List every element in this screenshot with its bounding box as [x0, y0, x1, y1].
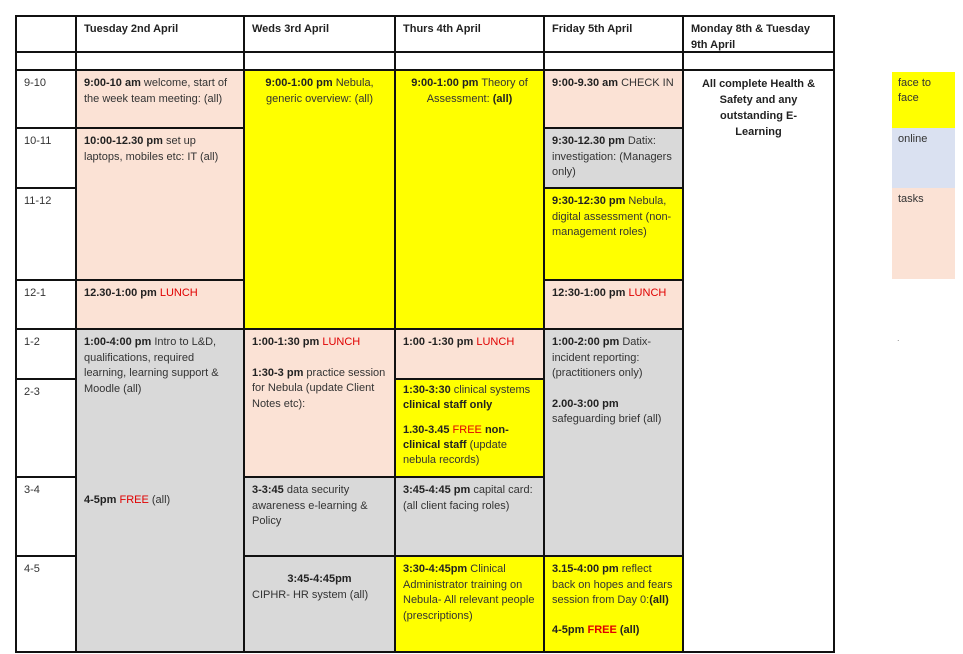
time-label: 12-1: [15, 279, 77, 330]
thurs-session-clinical-admin: 3:30-4:45pm Clinical Administrator training on Nebula- All relevant people (prescriptions): [394, 555, 545, 653]
legend-face-to-face: face to face: [892, 72, 955, 128]
blank-cell: [15, 51, 77, 71]
time-label: 11-12: [15, 187, 77, 281]
weds-session-lunch-practice: 1:00-1:30 pm LUNCH 1:30-3 pm practice session for Nebula (update Client Notes etc):: [243, 328, 396, 478]
thurs-session-capital-card: 3:45-4:45 pm capital card: (all client facing roles): [394, 476, 545, 557]
friday-session-check-in: 9:00-9.30 am CHECK IN: [543, 69, 684, 129]
header-monday: Monday 8th & Tuesday 9th April: [682, 15, 835, 53]
tuesday-session-welcome: 9:00-10 am welcome, start of the week team meeting: (all): [75, 69, 245, 129]
time-label: 4-5: [15, 555, 77, 653]
time-label: 10-11: [15, 127, 77, 189]
header-weds: Weds 3rd April: [243, 15, 396, 53]
friday-session-datix-incident: 1:00-2:00 pm Datix-incident reporting: (practitioners only) 2.00-3:00 pm safeguarding brief (all): [543, 328, 684, 557]
weds-session-nebula-overview: 9:00-1:00 pm Nebula, generic overview: (all): [243, 69, 396, 330]
legend-online: online: [892, 128, 955, 188]
thurs-session-clinical-systems: 1:30-3:30 clinical systems clinical staff only 1.30-3.45 FREE non-clinical staff (update nebula records): [394, 378, 545, 478]
blank-cell: [543, 51, 684, 71]
weds-session-data-security: 3-3:45 data security awareness e-learning & Policy: [243, 476, 396, 557]
friday-session-datix-investigation: 9:30-12.30 pm Datix: investigation: (Managers only): [543, 127, 684, 189]
time-label: 2-3: [15, 378, 77, 478]
header-friday: Friday 5th April: [543, 15, 684, 53]
weds-session-ciphr: 3:45-4:45pm CIPHR- HR system (all): [243, 555, 396, 653]
header-tuesday: Tuesday 2nd April: [75, 15, 245, 53]
blank-cell: [682, 51, 835, 71]
tuesday-session-intro-ld: 1:00-4:00 pm Intro to L&D, qualifications, required learning, learning support & Moodle (all) 4-5pm FREE (all): [75, 328, 245, 653]
time-label: 3-4: [15, 476, 77, 557]
friday-session-reflect: 3.15-4:00 pm reflect back on hopes and fears session from Day 0:(all) 4-5pm FREE (all): [543, 555, 684, 653]
tuesday-session-it-setup: 10:00-12.30 pm set up laptops, mobiles etc: IT (all): [75, 127, 245, 281]
time-label: 1-2: [15, 328, 77, 380]
header-time: [15, 15, 77, 53]
blank-cell: [243, 51, 396, 71]
friday-session-nebula-digital: 9:30-12:30 pm Nebula, digital assessment (non-management roles): [543, 187, 684, 281]
tuesday-session-lunch: 12.30-1:00 pm LUNCH: [75, 279, 245, 330]
thurs-session-theory-assessment: 9:00-1:00 pm Theory of Assessment: (all): [394, 69, 545, 330]
header-thurs: Thurs 4th April: [394, 15, 545, 53]
legend-tasks: tasks: [892, 188, 955, 279]
friday-session-lunch: 12:30-1:00 pm LUNCH: [543, 279, 684, 330]
time-label: 9-10: [15, 69, 77, 129]
stray-dot: .: [897, 333, 900, 343]
blank-cell: [75, 51, 245, 71]
blank-cell: [394, 51, 545, 71]
thurs-session-lunch: 1:00 -1:30 pm LUNCH: [394, 328, 545, 380]
monday-tuesday-note: All complete Health & Safety and any outstanding E-Learning: [682, 69, 835, 653]
